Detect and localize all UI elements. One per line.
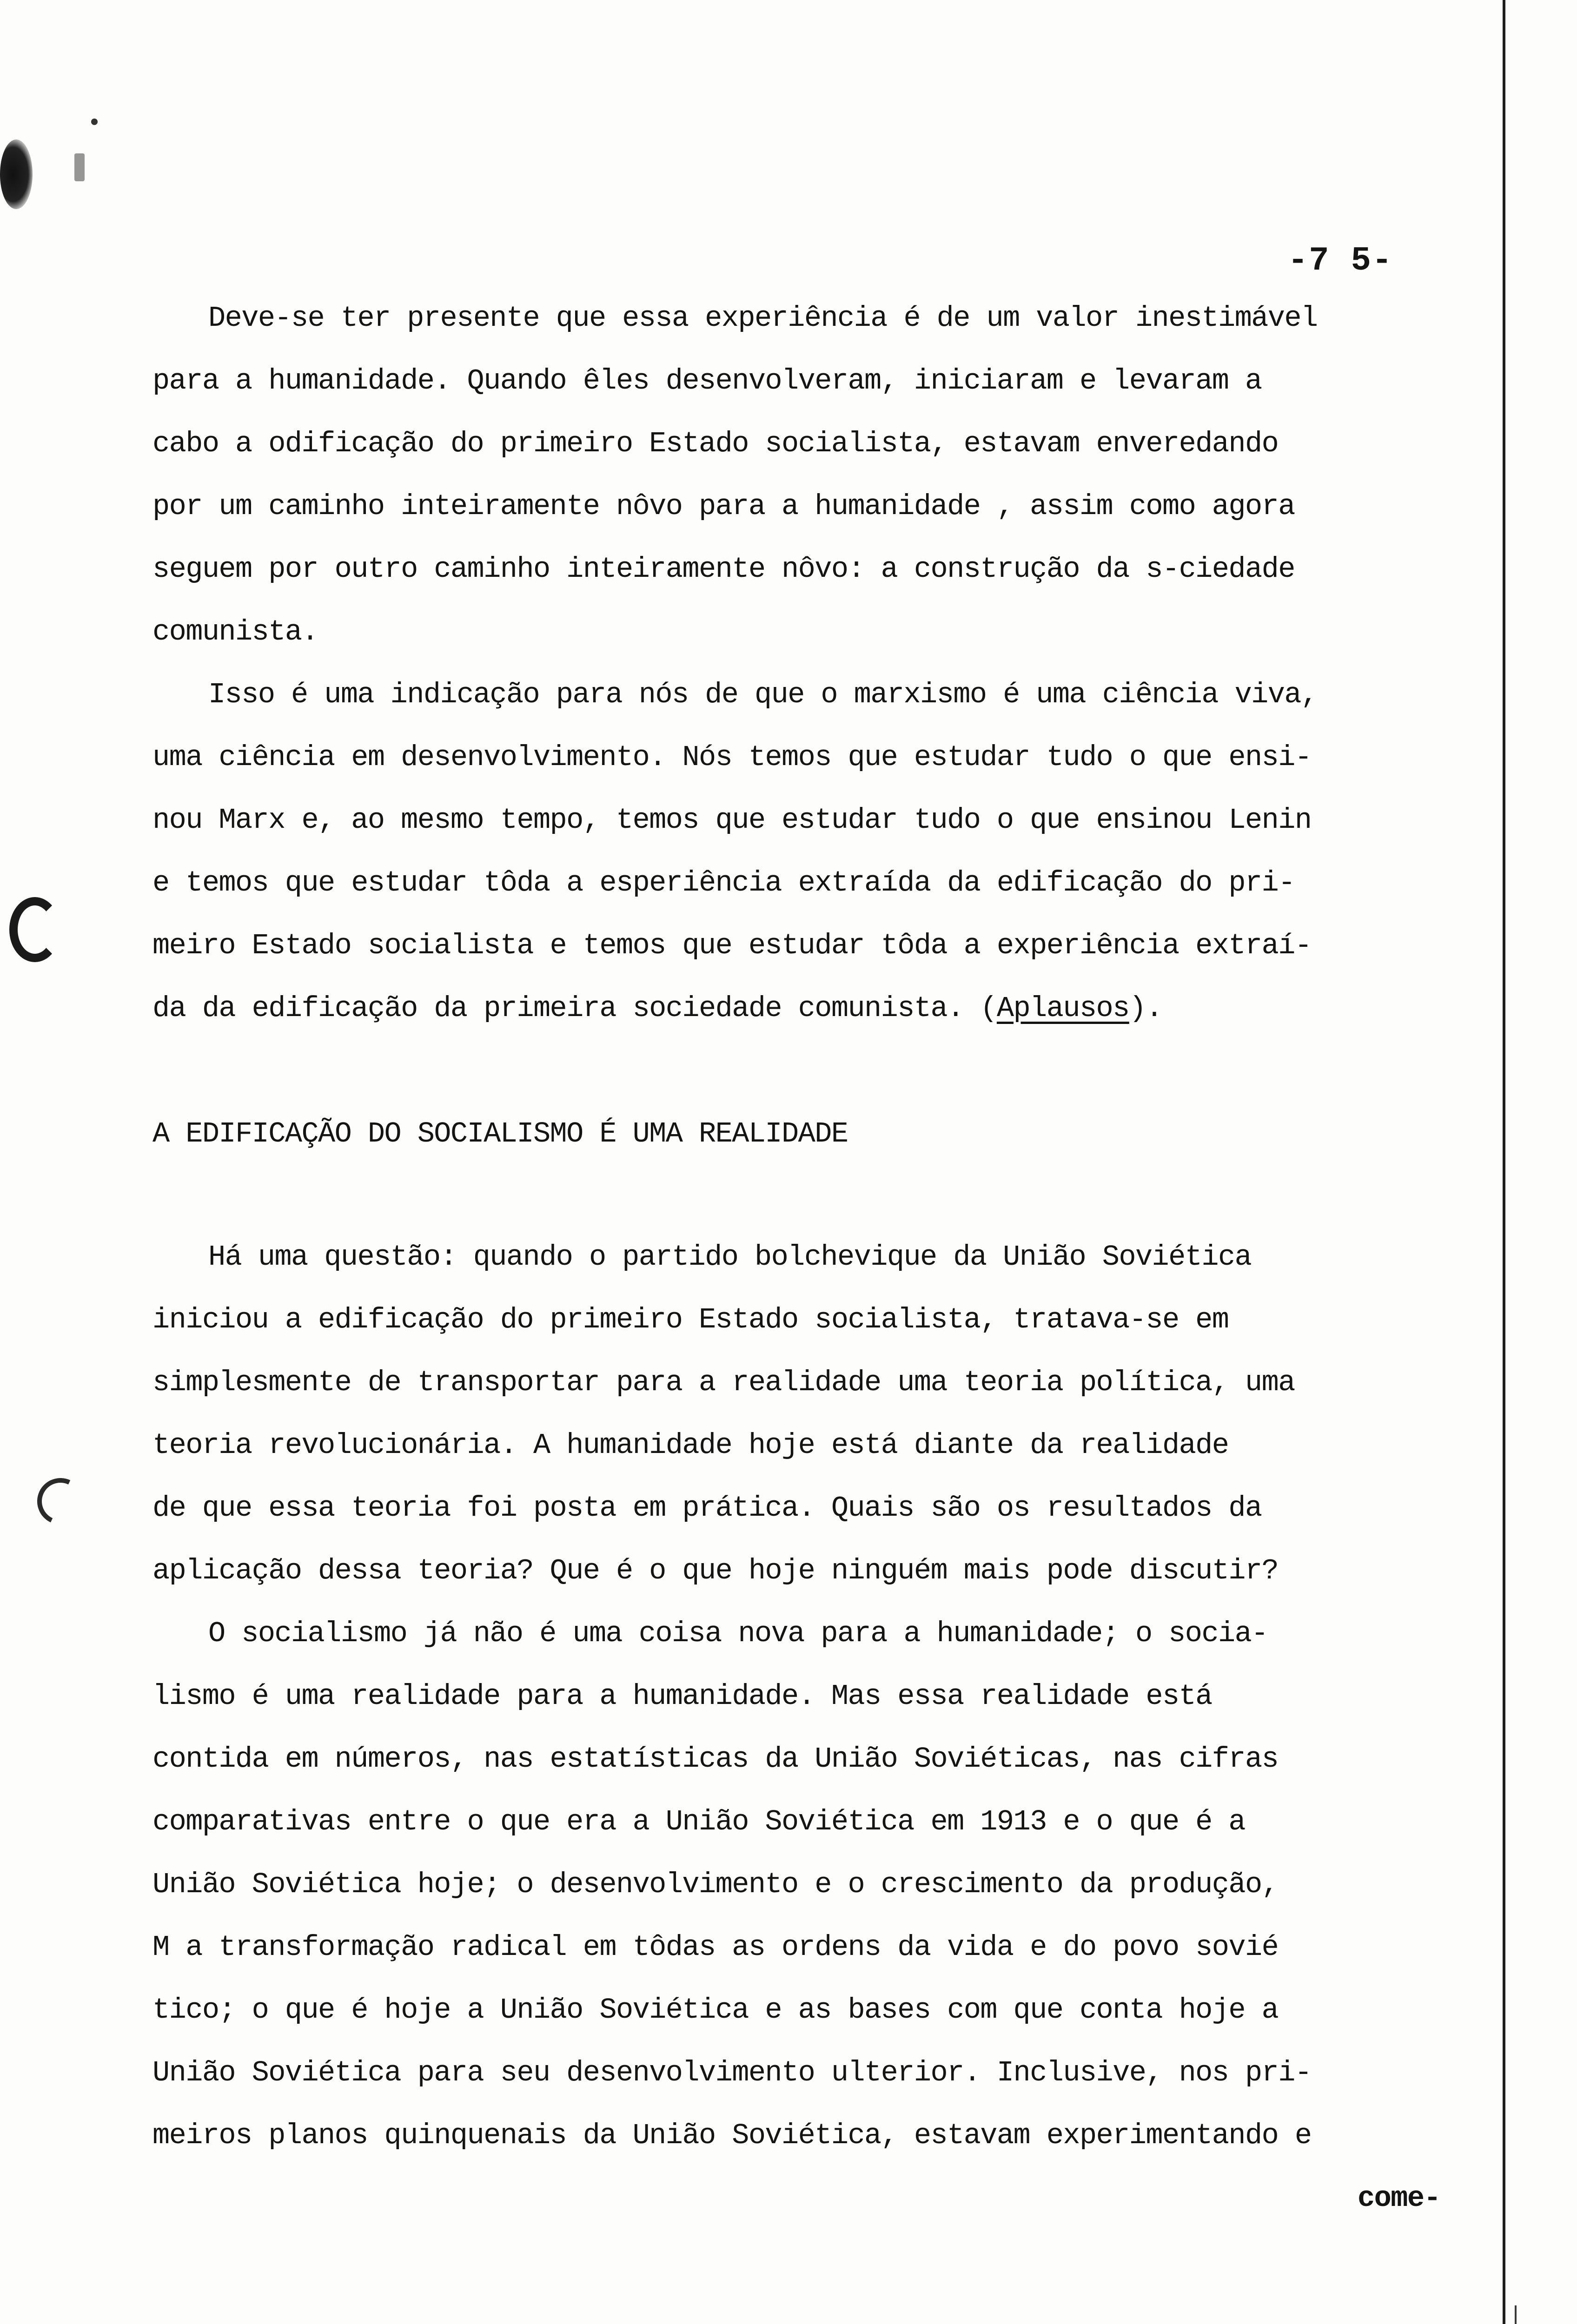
- text-line: União Soviética para seu desenvolvimento ulterior. Inclusive, nos pri-: [152, 2056, 1312, 2089]
- text-line: uma ciência em desenvolvimento. Nós temos que estudar tudo o que ensi-: [152, 741, 1312, 774]
- text-line: por um caminho inteiramente nôvo para a humanidade , assim como agora: [152, 490, 1295, 523]
- text-line: Isso é uma indicação para nós de que o marxismo é uma ciência viva,: [208, 678, 1318, 711]
- text-line: Há uma questão: quando o partido bolchevique da União Soviética: [208, 1241, 1252, 1274]
- text-line: iniciou a edificação do primeiro Estado socialista, tratava-se em: [152, 1303, 1229, 1336]
- binder-hole-ring: [9, 897, 60, 962]
- text-line: nou Marx e, ao mesmo tempo, temos que estudar tudo o que ensinou Lenin: [152, 804, 1312, 837]
- scan-dot: [91, 119, 98, 125]
- text-line: para a humanidade. Quando êles desenvolveram, iniciaram e levaram a: [152, 364, 1262, 397]
- text-line: Deve-se ter presente que essa experiência é de um valor inestimável: [208, 302, 1318, 335]
- text-line: e temos que estudar tôda a esperiência extraída da edificação do pri-: [152, 866, 1295, 899]
- text-line: meiros planos quinquenais da União Soviética, estavam experimentando e: [152, 2119, 1312, 2152]
- text-line: cabo a odificação do primeiro Estado socialista, estavam enveredando: [152, 427, 1279, 460]
- section-heading: A EDIFICAÇÃO DO SOCIALISMO É UMA REALIDADE: [152, 1117, 848, 1150]
- text-fragment: ).: [1129, 992, 1162, 1025]
- text-line-with-applause: [152, 990, 1162, 1027]
- text-fragment: da da edificação da primeira sociedade comunista. (: [152, 992, 997, 1025]
- text-line: União Soviética hoje; o desenvolvimento e o crescimento da produção,: [152, 1868, 1279, 1901]
- applause-note: Aplausos: [996, 992, 1129, 1025]
- text-line: simplesmente de transportar para a realidade uma teoria política, uma: [152, 1366, 1295, 1399]
- text-line: comunista.: [152, 615, 318, 648]
- text-line: seguem por outro caminho inteiramente nôvo: a construção da s-ciedade: [152, 553, 1295, 586]
- text-line: tico; o que é hoje a União Soviética e as bases com que conta hoje a: [152, 1994, 1279, 2027]
- text-line: comparativas entre o que era a União Soviética em 1913 e o que é a: [152, 1805, 1246, 1838]
- page-number: -7 5-: [1288, 242, 1393, 280]
- text-line: O socialismo já não é uma coisa nova para a humanidade; o socia-: [208, 1617, 1268, 1650]
- continuation-word: come-: [1358, 2182, 1441, 2215]
- scan-smudge: [74, 153, 85, 181]
- text-line: aplicação dessa teoria? Que é o que hoje ninguém mais pode discutir?: [152, 1554, 1279, 1587]
- text-line: contida em números, nas estatísticas da União Soviéticas, nas cifras: [152, 1743, 1279, 1776]
- text-line: meiro Estado socialista e temos que estudar tôda a experiência extraí-: [152, 929, 1312, 962]
- binder-hole-ring-lower: [31, 1472, 90, 1531]
- text-line: lismo é uma realidade para a humanidade. Mas essa realidade está: [152, 1680, 1212, 1713]
- text-line: M a transformação radical em tôdas as ordens da vida e do povo sovié: [152, 1931, 1279, 1964]
- text-line: de que essa teoria foi posta em prática. Quais são os resultados da: [152, 1492, 1262, 1525]
- binder-hole-mark: [0, 139, 33, 209]
- page-right-edge-tick: [1515, 2305, 1517, 2324]
- text-line: teoria revolucionária. A humanidade hoje está diante da realidade: [152, 1429, 1229, 1462]
- page-right-edge: [1503, 0, 1505, 2324]
